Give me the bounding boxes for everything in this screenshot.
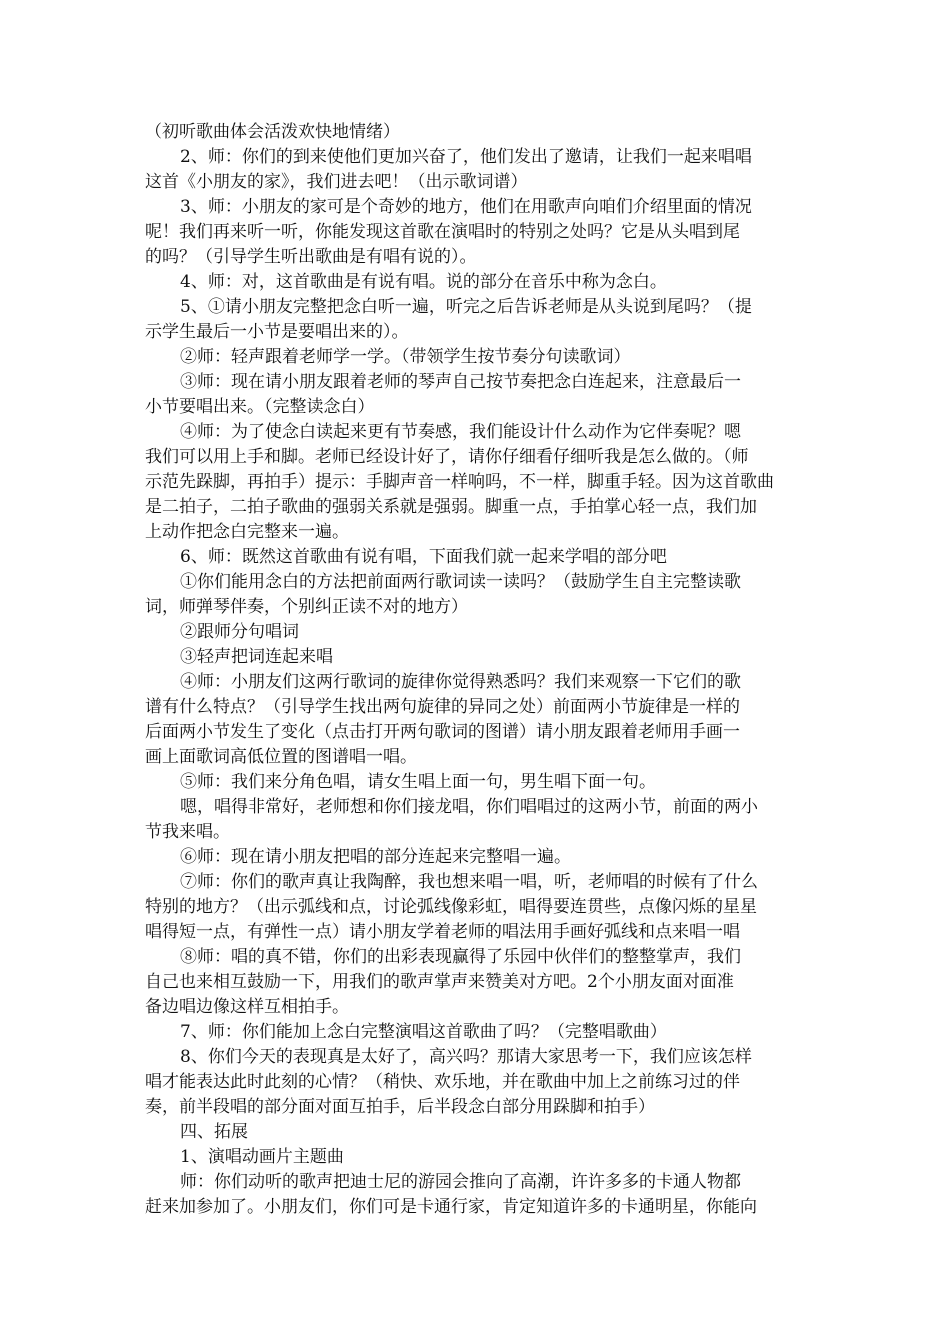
text-line: 谱有什么特点？（引导学生找出两句旋律的异同之处）前面两小节旋律是一样的 [145,697,740,717]
text-line: 后面两小节发生了变化（点击打开两句歌词的图谱）请小朋友跟着老师用手画一 [145,722,740,742]
text-line: ①你们能用念白的方法把前面两行歌词读一读吗？（鼓励学生自主完整读歌 [180,572,741,592]
text-line: ③轻声把词连起来唱 [180,647,333,667]
text-line: 唱才能表达此时此刻的心情？（稍快、欢乐地，并在歌曲中加上之前练习过的伴 [145,1072,740,1092]
text-line: 示学生最后一小节是要唱出来的）。 [145,322,409,342]
text-line: 是二拍子，二拍子歌曲的强弱关系就是强弱。脚重一点，手拍掌心轻一点，我们加 [145,497,757,517]
text-line: 小节要唱出来。（完整读念白） [145,397,375,417]
text-line: 词，师弹琴伴奏，个别纠正读不对的地方） [145,597,468,617]
text-line: 备边唱边像这样互相拍手。 [145,997,349,1017]
text-line: 2、师：你们的到来使他们更加兴奋了，他们发出了邀请，让我们一起来唱唱 [180,147,752,167]
text-line: 赶来加参加了。小朋友们，你们可是卡通行家，肯定知道许多的卡通明星，你能向 [145,1197,757,1217]
text-line: 呢！我们再来听一听，你能发现这首歌在演唱时的特别之处吗？它是从头唱到尾 [145,222,740,242]
document-page [145,120,810,1220]
text-line: 6、师：既然这首歌曲有说有唱，下面我们就一起来学唱的部分吧 [180,547,667,567]
text-line: ②师：轻声跟着老师学一学。（带领学生按节奏分句读歌词） [180,347,631,367]
text-line: 4、师：对，这首歌曲是有说有唱。说的部分在音乐中称为念白。 [180,272,667,292]
text-line: ③师：现在请小朋友跟着老师的琴声自己按节奏把念白连起来，注意最后一 [180,372,741,392]
text-line: 的吗？（引导学生听出歌曲是有唱有说的）。 [145,247,477,267]
text-line: ④师：为了使念白读起来更有节奏感，我们能设计什么动作为它伴奏呢？嗯 [180,422,741,442]
text-line: 四、拓展 [180,1122,248,1142]
text-line: 7、师：你们能加上念白完整演唱这首歌曲了吗？（完整唱歌曲） [180,1022,667,1042]
text-line: 师：你们动听的歌声把迪士尼的游园会推向了高潮，许许多多的卡通人物都 [180,1172,741,1192]
text-line: 3、师：小朋友的家可是个奇妙的地方，他们在用歌声向咱们介绍里面的情况 [180,197,752,217]
text-line: 上动作把念白完整来一遍。 [145,522,349,542]
text-line: ⑥师：现在请小朋友把唱的部分连起来完整唱一遍。 [180,847,571,867]
text-line: 画上面歌词高低位置的图谱唱一唱。 [145,747,417,767]
text-line: ⑤师：我们来分角色唱，请女生唱上面一句，男生唱下面一句。 [180,772,656,792]
text-line: 嗯，唱得非常好，老师想和你们接龙唱，你们唱唱过的这两小节，前面的两小 [180,797,758,817]
text-line: 这首《小朋友的家》，我们进去吧！（出示歌词谱） [145,172,528,192]
text-line: （初听歌曲体会活泼欢快地情绪） [145,122,400,142]
text-line: 唱得短一点，有弹性一点）请小朋友学着老师的唱法用手画好弧线和点来唱一唱 [145,922,740,942]
text-line: 1、演唱动画片主题曲 [180,1147,344,1167]
text-line: 示范先跺脚，再拍手）提示：手脚声音一样响吗，不一样，脚重手轻。因为这首歌曲 [145,472,774,492]
text-line: 我们可以用上手和脚。老师已经设计好了，请你仔细看仔细听我是怎么做的。（师 [145,447,749,467]
text-line: 8、你们今天的表现真是太好了，高兴吗？那请大家思考一下，我们应该怎样 [180,1047,752,1067]
text-line: ⑦师：你们的歌声真让我陶醉，我也想来唱一唱，听，老师唱的时候有了什么 [180,872,758,892]
text-line: 奏，前半段唱的部分面对面互拍手，后半段念白部分用跺脚和拍手） [145,1097,655,1117]
text-line: ⑧师：唱的真不错，你们的出彩表现赢得了乐园中伙伴们的整整掌声，我们 [180,947,741,967]
text-line: ②跟师分句唱词 [180,622,299,642]
text-line: 特别的地方？（出示弧线和点，讨论弧线像彩虹，唱得要连贯些，点像闪烁的星星 [145,897,757,917]
text-line: 自己也来相互鼓励一下，用我们的歌声掌声来赞美对方吧。2个小朋友面对面准 [145,972,734,992]
text-line: 节我来唱。 [145,822,230,842]
text-line: 5、①请小朋友完整把念白听一遍，听完之后告诉老师是从头说到尾吗？（提 [180,297,752,317]
text-line: ④师：小朋友们这两行歌词的旋律你觉得熟悉吗？我们来观察一下它们的歌 [180,672,741,692]
